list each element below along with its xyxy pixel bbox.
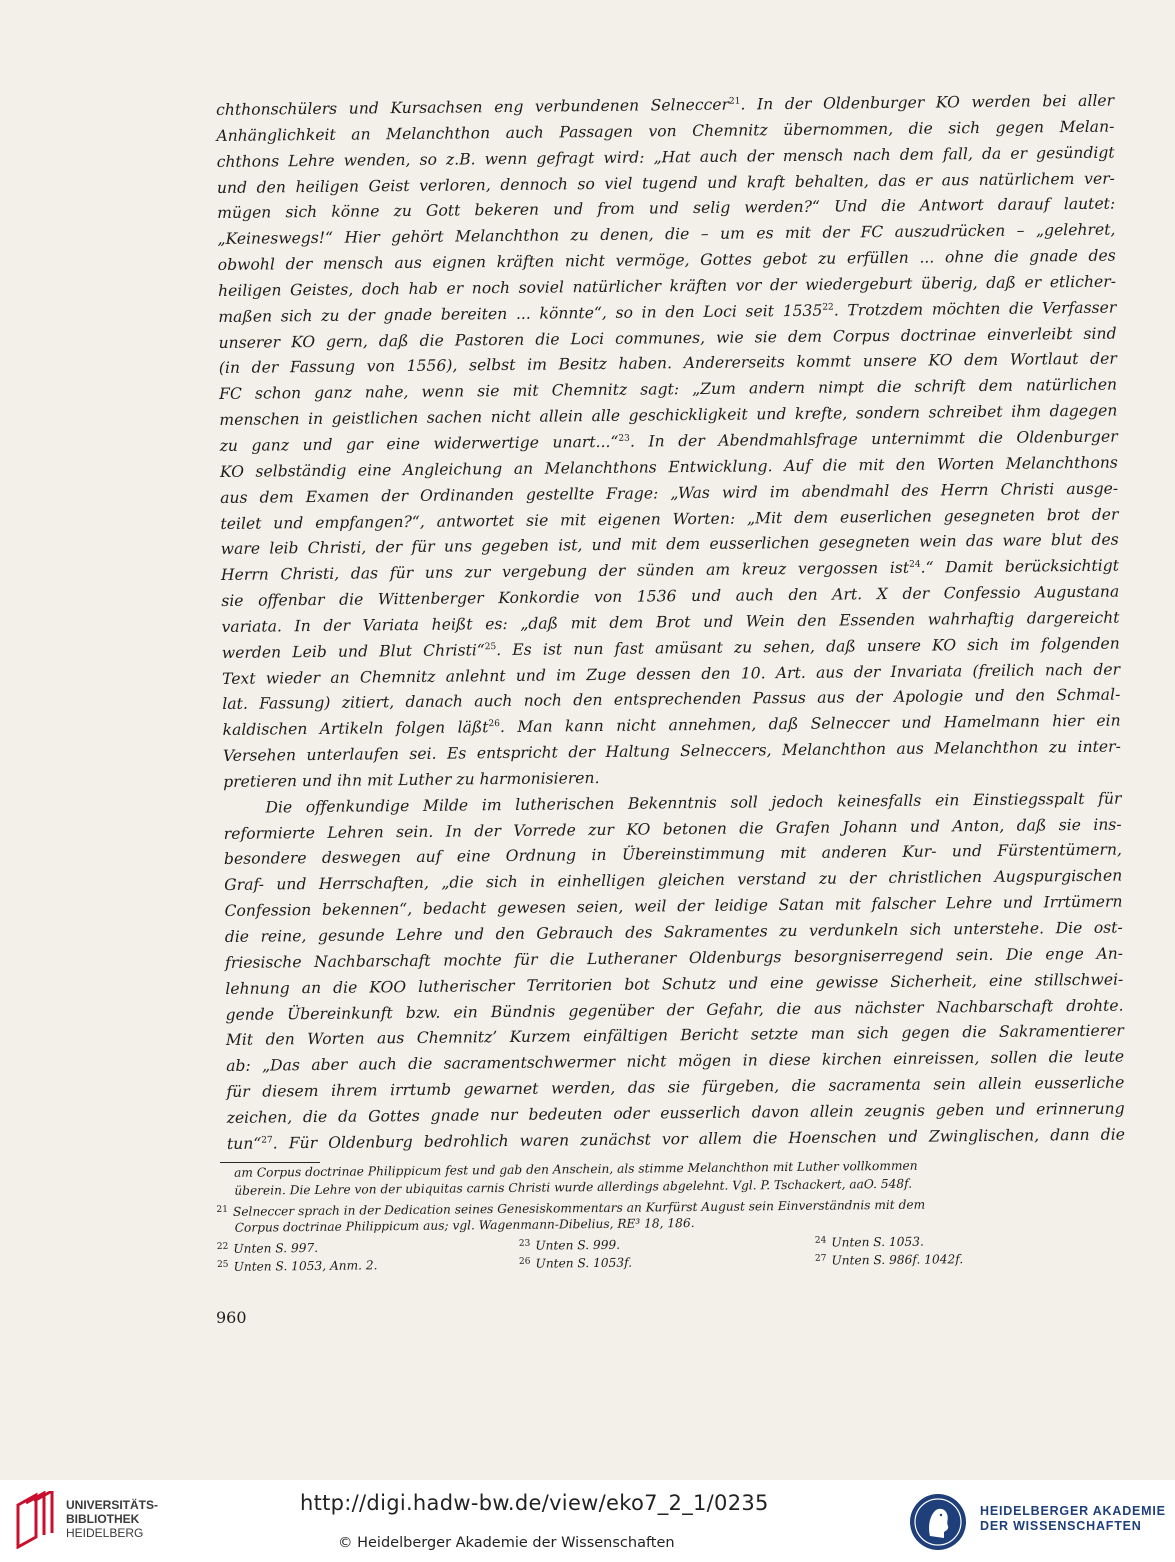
text-run: chthons Lehre wenden, so z.B. wenn gefragt wird: „Hat auch der mensch nach dem fall, da er gesündigt bbox=[216, 143, 1115, 171]
text-run: (in der Fassung von 1556), selbst im Besitz haben. Andererseits kommt unsere KO dem Wortlaut der bbox=[218, 350, 1117, 378]
text-run: ware leib Christi, der für uns gegeben ist, und mit dem eusserlichen gesegneten wein das ware blut des bbox=[220, 530, 1119, 559]
footnote-number: 22 bbox=[216, 1241, 229, 1252]
text-run: .“ Damit berücksichtigt bbox=[920, 556, 1120, 577]
footnote-text: Unten S. 997. bbox=[233, 1240, 319, 1256]
text-run: friesische Nachbarschaft mochte für die Lutheraner Oldenburgs besorgniserregend sein. Die enge An- bbox=[224, 944, 1124, 972]
text-run: kaldischen Artikeln folgen läßt bbox=[222, 718, 489, 740]
text-run: chthonschülers und Kursachsen eng verbundenen Selneccer bbox=[216, 95, 730, 119]
text-run: aus dem Examen der Ordinanden gestellte Frage: „Was wird im abendmahl des Herrn Christi ausge- bbox=[220, 479, 1119, 507]
text-run: . Trotzdem möchten die Verfasser bbox=[833, 298, 1117, 320]
text-run: . Es ist nun fast amüsant zu sehen, daß unsere KO sich im folgenden bbox=[496, 634, 1120, 659]
footnote-reference: 26 bbox=[488, 719, 500, 730]
footnote-number: 25 bbox=[217, 1259, 229, 1270]
text-run: menschen in geistlichen sachen nicht allein alle geschickligkeit und krefte, sondern schreibet ihm dagegen bbox=[219, 401, 1118, 430]
text-run: sie offenbar die Wittenberger Konkordie von 1536 und auch den Art. X der Confessio Augustana bbox=[221, 582, 1120, 611]
text-run: lehnung an die KOO lutherischer Territorien bot Schutz und eine gewisse Sicherheit, eine stillschwei- bbox=[225, 970, 1124, 998]
text-run: Anhänglichkeit an Melanchthon auch Passagen von Chemnitz übernommen, die sich gegen Melan- bbox=[216, 117, 1115, 145]
academy-name bbox=[980, 1504, 1166, 1534]
text-run: lat. Fassung) zitiert, danach auch noch den entsprechenden Passus aus der Apologie und den Schmal- bbox=[222, 685, 1121, 714]
footnote-21-continuation: Corpus doctrinae Philippicum aus; vgl. Wagenmann-Dibelius, RE³ 18, 186. bbox=[234, 1216, 695, 1235]
footnote-text: Selneccer sprach in der Dedication seines Genesiskommentars an Kurfürst August sein Einverständnis mit dem bbox=[232, 1197, 926, 1219]
copyright-notice: © Heidelberger Akademie der Wissenschaften bbox=[338, 1535, 675, 1551]
footnote-25 bbox=[217, 1253, 519, 1275]
academy-name-line: DER WISSENSCHAFTEN bbox=[980, 1519, 1142, 1533]
footnote-continuation-line: am Corpus doctrinae Philippicum fest und gab den Anschein, als stimme Melanchthon mit Luther vollkommen bbox=[234, 1158, 918, 1180]
footnote-text: Unten S. 999. bbox=[535, 1237, 621, 1253]
footnote-continuation-line: überein. Die Lehre von der ubiquitas carnis Christi wurde allerdings abgelehnt. Vgl. P. Tschackert, aaO. 548f. bbox=[234, 1177, 913, 1199]
footnote-reference: 27 bbox=[261, 1135, 273, 1146]
footnote-24 bbox=[815, 1230, 924, 1250]
text-run: besondere deswegen auf eine Ordnung in Übereinstimmung mit anderen Kur- und Fürstentümern, bbox=[223, 841, 1123, 869]
text-run: Herrn Christi, das für uns zur vergebung der sünden am kreuz vergossen ist bbox=[220, 558, 910, 585]
text-run: maßen sich zu der gnade bereiten ... könnte“, so in den Loci seit 1535 bbox=[218, 301, 823, 326]
text-run: teilet und empfangen?“, antwortet sie mit eigenen Worten: „Mit dem euserlichen gesegneten brot der bbox=[220, 505, 1119, 533]
text-run: Text wieder an Chemnitz anlehnt und im Zuge dessen den 10. Art. aus der Invariata (freilich nach der bbox=[221, 660, 1121, 688]
footnote-text: Unten S. 1053. bbox=[831, 1234, 924, 1250]
university-library-name bbox=[66, 1498, 158, 1540]
text-run: Graf- und Herrschaften, „die sich in einhelligen gleichen verstand zu der christlichen Augspurgischen bbox=[224, 866, 1123, 895]
footnote-text: Unten S. 1053f. bbox=[535, 1255, 633, 1271]
ub-name-line: UNIVERSITÄTS- bbox=[66, 1498, 159, 1512]
ub-name-line: HEIDELBERG bbox=[66, 1526, 144, 1540]
text-run: zeichen, die da Gottes gnade nur bedeuten oder eusserlich davon allein zeugnis geben und erinnerung bbox=[226, 1099, 1125, 1127]
text-run: Die offenkundige Milde im lutherischen Bekenntnis soll jedoch keinesfalls ein Einstiegsspalt für bbox=[265, 789, 1122, 817]
university-library-logo-icon[interactable] bbox=[12, 1491, 58, 1549]
text-run: . In der Oldenburger KO werden bei aller bbox=[740, 91, 1115, 114]
text-run: tun“ bbox=[226, 1134, 262, 1153]
text-run: obwohl der mensch aus eignen kräften nicht vermöge, Gottes gebot zu erfüllen ... ohne die gnade des bbox=[217, 246, 1116, 275]
footnote-27 bbox=[815, 1248, 963, 1268]
text-run: mügen sich könne zu Gott bekeren und from und selig werden?“ Und die Antwort darauf lautet: bbox=[217, 194, 1116, 223]
text-run: reformierte Lehren sein. In der Vorrede zur KO betonen die Grafen Johann und Anton, daß sie ins- bbox=[223, 815, 1122, 843]
text-run: KO selbständig eine Angleichung an Melanchthons Entwicklung. Auf die mit den Worten Melanchthons bbox=[219, 453, 1118, 481]
text-run: . Man kann nicht annehmen, daß Selneccer und Hamelmann hier ein bbox=[499, 711, 1121, 737]
text-run: Versehen unterlaufen sei. Es entspricht der Haltung Selneccers, Melanchthon aus Melanchthon zu inter- bbox=[222, 737, 1121, 766]
text-run: ab: „Das aber auch die sacramentschwermer nicht mögen in diese kirchen einreissen, sollen die leute bbox=[226, 1047, 1125, 1076]
academy-seal-icon[interactable] bbox=[908, 1492, 968, 1552]
text-run: Mit den Worten aus Chemnitz’ Kurzem einfältigen Bericht setzte man sich gegen die Sakramentierer bbox=[225, 1021, 1124, 1050]
text-run: unserer KO gern, daß die Pastoren die Loci communes, wie sie dem Corpus doctrinae einverleibt sind bbox=[218, 324, 1117, 352]
text-run: . Für Oldenburg bedrohlich waren zunächst vor allem die Hoenschen und Zwinglischen, dann die bbox=[272, 1125, 1125, 1153]
ub-name-line: BIBLIOTHEK bbox=[66, 1512, 140, 1526]
footnote-reference: 22 bbox=[822, 302, 834, 313]
viewer-footer bbox=[0, 1480, 1175, 1562]
footnote-number: 24 bbox=[814, 1235, 827, 1246]
footnote-reference: 25 bbox=[484, 641, 497, 652]
text-run: die reine, gesunde Lehre und den Gebrauch des Sakramentes zu verdunkeln sich unterstehe. Die ost- bbox=[224, 918, 1123, 946]
footnote-reference: 24 bbox=[909, 559, 921, 570]
text-run: pretieren und ihn mit Luther zu harmonisieren. bbox=[223, 768, 600, 791]
footnote-number: 23 bbox=[518, 1238, 531, 1249]
footnote-26 bbox=[519, 1250, 815, 1271]
footnote-text: Unten S. 1053, Anm. 2. bbox=[233, 1258, 378, 1274]
footnote-number: 26 bbox=[518, 1256, 531, 1267]
text-run: . In der Abendmahlsfrage unternimmt die Oldenburger bbox=[629, 427, 1118, 451]
text-run: variata. In der Variata heißt es: „daß mit dem Brot und Wein den Essenden wahrhaftig dargereicht bbox=[221, 608, 1120, 636]
footnote-reference: 23 bbox=[618, 433, 630, 444]
footnote-number: 21 bbox=[216, 1204, 228, 1215]
text-run: und den heiligen Geist verloren, dennoch so viel tugend und kraft behalten, das er aus natürlichem ver- bbox=[216, 169, 1115, 197]
text-run: für diesem ihrem irrtumb gewarnet werden, das sie fürgeben, die sacramenta sein allein eusserliche bbox=[226, 1073, 1125, 1102]
permalink-url[interactable]: http://digi.hadw-bw.de/view/eko7_2_1/0235 bbox=[300, 1491, 769, 1515]
text-run: „Keineswegs!“ Hier gehört Melanchthon zu denen, die – um es mit der FC auszudrücken – „gelehret, bbox=[217, 220, 1116, 249]
body-text bbox=[216, 89, 1125, 1158]
text-run: heiligen Geistes, doch hab er noch soviel natürlicher kräften vor der wiedergeburt überig, daß er etlicher- bbox=[217, 272, 1117, 300]
academy-name-line: HEIDELBERGER AKADEMIE bbox=[980, 1504, 1166, 1518]
text-run: gende Übereinkunft bzw. ein Bündnis gegenüber der Gefahr, die aus nächster Nachbarschaft drohte. bbox=[225, 996, 1124, 1024]
text-run: FC schon ganz nahe, wenn sie mit Chemnitz sagt: „Zum andern nimpt die schrift dem natürlichen bbox=[219, 375, 1118, 404]
page-number: 960 bbox=[216, 1308, 247, 1327]
text-run: zu ganz und gar eine widerwertige unart...“ bbox=[219, 432, 619, 455]
footnotes bbox=[216, 1155, 1115, 1275]
footnote-text: Unten S. 986f. 1042f. bbox=[831, 1252, 964, 1268]
text-run: Confession bekennen“, bedacht gewesen seien, weil der leidige Satan mit falscher Lehre und Irrtümern bbox=[224, 892, 1123, 921]
footnote-reference: 21 bbox=[728, 96, 741, 107]
footnote-number: 27 bbox=[814, 1253, 827, 1264]
text-run: werden Leib und Blut Christi“ bbox=[221, 640, 485, 662]
